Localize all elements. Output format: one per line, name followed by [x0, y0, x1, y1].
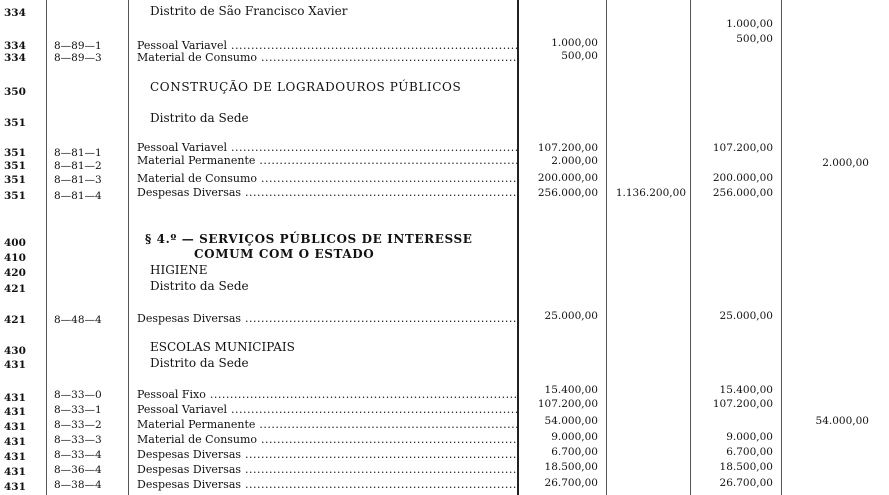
amount-col1: 200.000,00: [537, 172, 598, 184]
column-divider: [46, 0, 47, 495]
item-description: Pessoal Variavel .....: [137, 40, 517, 52]
line-number: 431: [4, 392, 26, 404]
line-number: 431: [4, 421, 26, 433]
amount-col4: 2.000,00: [822, 157, 869, 169]
amount-col1: 6.700,00: [551, 446, 598, 458]
amount-col1: 9.000,00: [551, 431, 598, 443]
line-number: 350: [4, 86, 26, 98]
section-subheading: Distrito da Sede: [150, 356, 249, 370]
column-divider: [690, 0, 691, 495]
item-description: Pessoal Fixo .....: [137, 389, 517, 401]
item-description: Despesas Diversas .....: [137, 449, 517, 461]
amount-col3: 1.000,00: [726, 18, 773, 30]
budget-code: 8—48—4: [54, 314, 102, 326]
item-description: Pessoal Variavel .....: [137, 142, 517, 154]
budget-code: 8—81—3: [54, 174, 102, 186]
line-number: 431: [4, 359, 26, 371]
section-subheading: Distrito da Sede: [150, 111, 249, 125]
line-number: 351: [4, 160, 26, 172]
item-description: Pessoal Variavel .....: [137, 404, 517, 416]
amount-col1: 256.000,00: [537, 187, 598, 199]
section-heading: ESCOLAS MUNICIPAIS: [150, 340, 295, 354]
column-divider: [781, 0, 782, 495]
amount-col1: 2.000,00: [551, 155, 598, 167]
amount-col1: 107.200,00: [537, 398, 598, 410]
column-divider: [128, 0, 129, 495]
amount-col1: 500,00: [561, 50, 598, 62]
item-description: Despesas Diversas .....: [137, 464, 517, 476]
section-heading: CONSTRUÇÃO DE LOGRADOUROS PÚBLICOS: [150, 80, 462, 94]
amount-col3: 107.200,00: [712, 142, 773, 154]
amount-col3: 26.700,00: [719, 477, 773, 489]
line-number: 351: [4, 147, 26, 159]
budget-code: 8—33—2: [54, 419, 102, 431]
line-number: 421: [4, 283, 26, 295]
item-description: Material de Consumo .....: [137, 173, 517, 185]
line-number: 420: [4, 267, 26, 279]
amount-col1: 54.000,00: [544, 415, 598, 427]
budget-code: 8—33—4: [54, 449, 102, 461]
budget-code: 8—33—3: [54, 434, 102, 446]
line-number: 351: [4, 174, 26, 186]
budget-code: 8—36—4: [54, 464, 102, 476]
line-number: 431: [4, 436, 26, 448]
section-heading: HIGIENE: [150, 263, 208, 277]
budget-code: 8—89—3: [54, 52, 102, 64]
line-number: 400: [4, 237, 26, 249]
line-number: 334: [4, 7, 26, 19]
amount-col3: 6.700,00: [726, 446, 773, 458]
line-number: 334: [4, 52, 26, 64]
budget-code: 8—33—0: [54, 389, 102, 401]
line-number: 351: [4, 190, 26, 202]
item-description: Material Permanente .....: [137, 419, 517, 431]
amount-col4: 54.000,00: [815, 415, 869, 427]
section-subheading: Distrito de São Francisco Xavier: [150, 4, 348, 18]
amount-col3: 500,00: [736, 33, 773, 45]
amount-col1: 107.200,00: [537, 142, 598, 154]
line-number: 431: [4, 481, 26, 493]
section-heading: COMUM COM O ESTADO: [194, 247, 375, 261]
item-description: Despesas Diversas .....: [137, 187, 517, 199]
amount-col1: 26.700,00: [544, 477, 598, 489]
budget-code: 8—81—1: [54, 147, 102, 159]
line-number: 410: [4, 252, 26, 264]
amount-col2: 1.136.200,00: [615, 187, 686, 199]
amount-col1: 25.000,00: [544, 310, 598, 322]
amount-col1: 1.000,00: [551, 37, 598, 49]
amount-col3: 18.500,00: [719, 461, 773, 473]
section-subheading: Distrito da Sede: [150, 279, 249, 293]
amount-col1: 18.500,00: [544, 461, 598, 473]
amount-col3: 107.200,00: [712, 398, 773, 410]
item-description: Despesas Diversas .....: [137, 479, 517, 491]
budget-code: 8—81—2: [54, 160, 102, 172]
line-number: 431: [4, 406, 26, 418]
amount-col3: 200.000,00: [712, 172, 773, 184]
amount-col3: 9.000,00: [726, 431, 773, 443]
line-number: 421: [4, 314, 26, 326]
budget-code: 8—38—4: [54, 479, 102, 491]
column-divider: [517, 0, 519, 495]
amount-col3: 256.000,00: [712, 187, 773, 199]
amount-col3: 25.000,00: [719, 310, 773, 322]
budget-code: 8—33—1: [54, 404, 102, 416]
line-number: 334: [4, 40, 26, 52]
item-description: Material de Consumo .....: [137, 52, 517, 64]
item-description: Despesas Diversas .....: [137, 313, 517, 325]
line-number: 431: [4, 466, 26, 478]
line-number: 351: [4, 117, 26, 129]
amount-col3: 15.400,00: [719, 384, 773, 396]
item-description: Material Permanente .....: [137, 155, 517, 167]
item-description: Material de Consumo .....: [137, 434, 517, 446]
line-number: 431: [4, 451, 26, 463]
line-number: 430: [4, 345, 26, 357]
budget-code: 8—81—4: [54, 190, 102, 202]
section-heading: § 4.º — SERVIÇOS PÚBLICOS DE INTERESSE: [145, 232, 473, 246]
column-divider: [606, 0, 607, 495]
budget-code: 8—89—1: [54, 40, 102, 52]
amount-col1: 15.400,00: [544, 384, 598, 396]
